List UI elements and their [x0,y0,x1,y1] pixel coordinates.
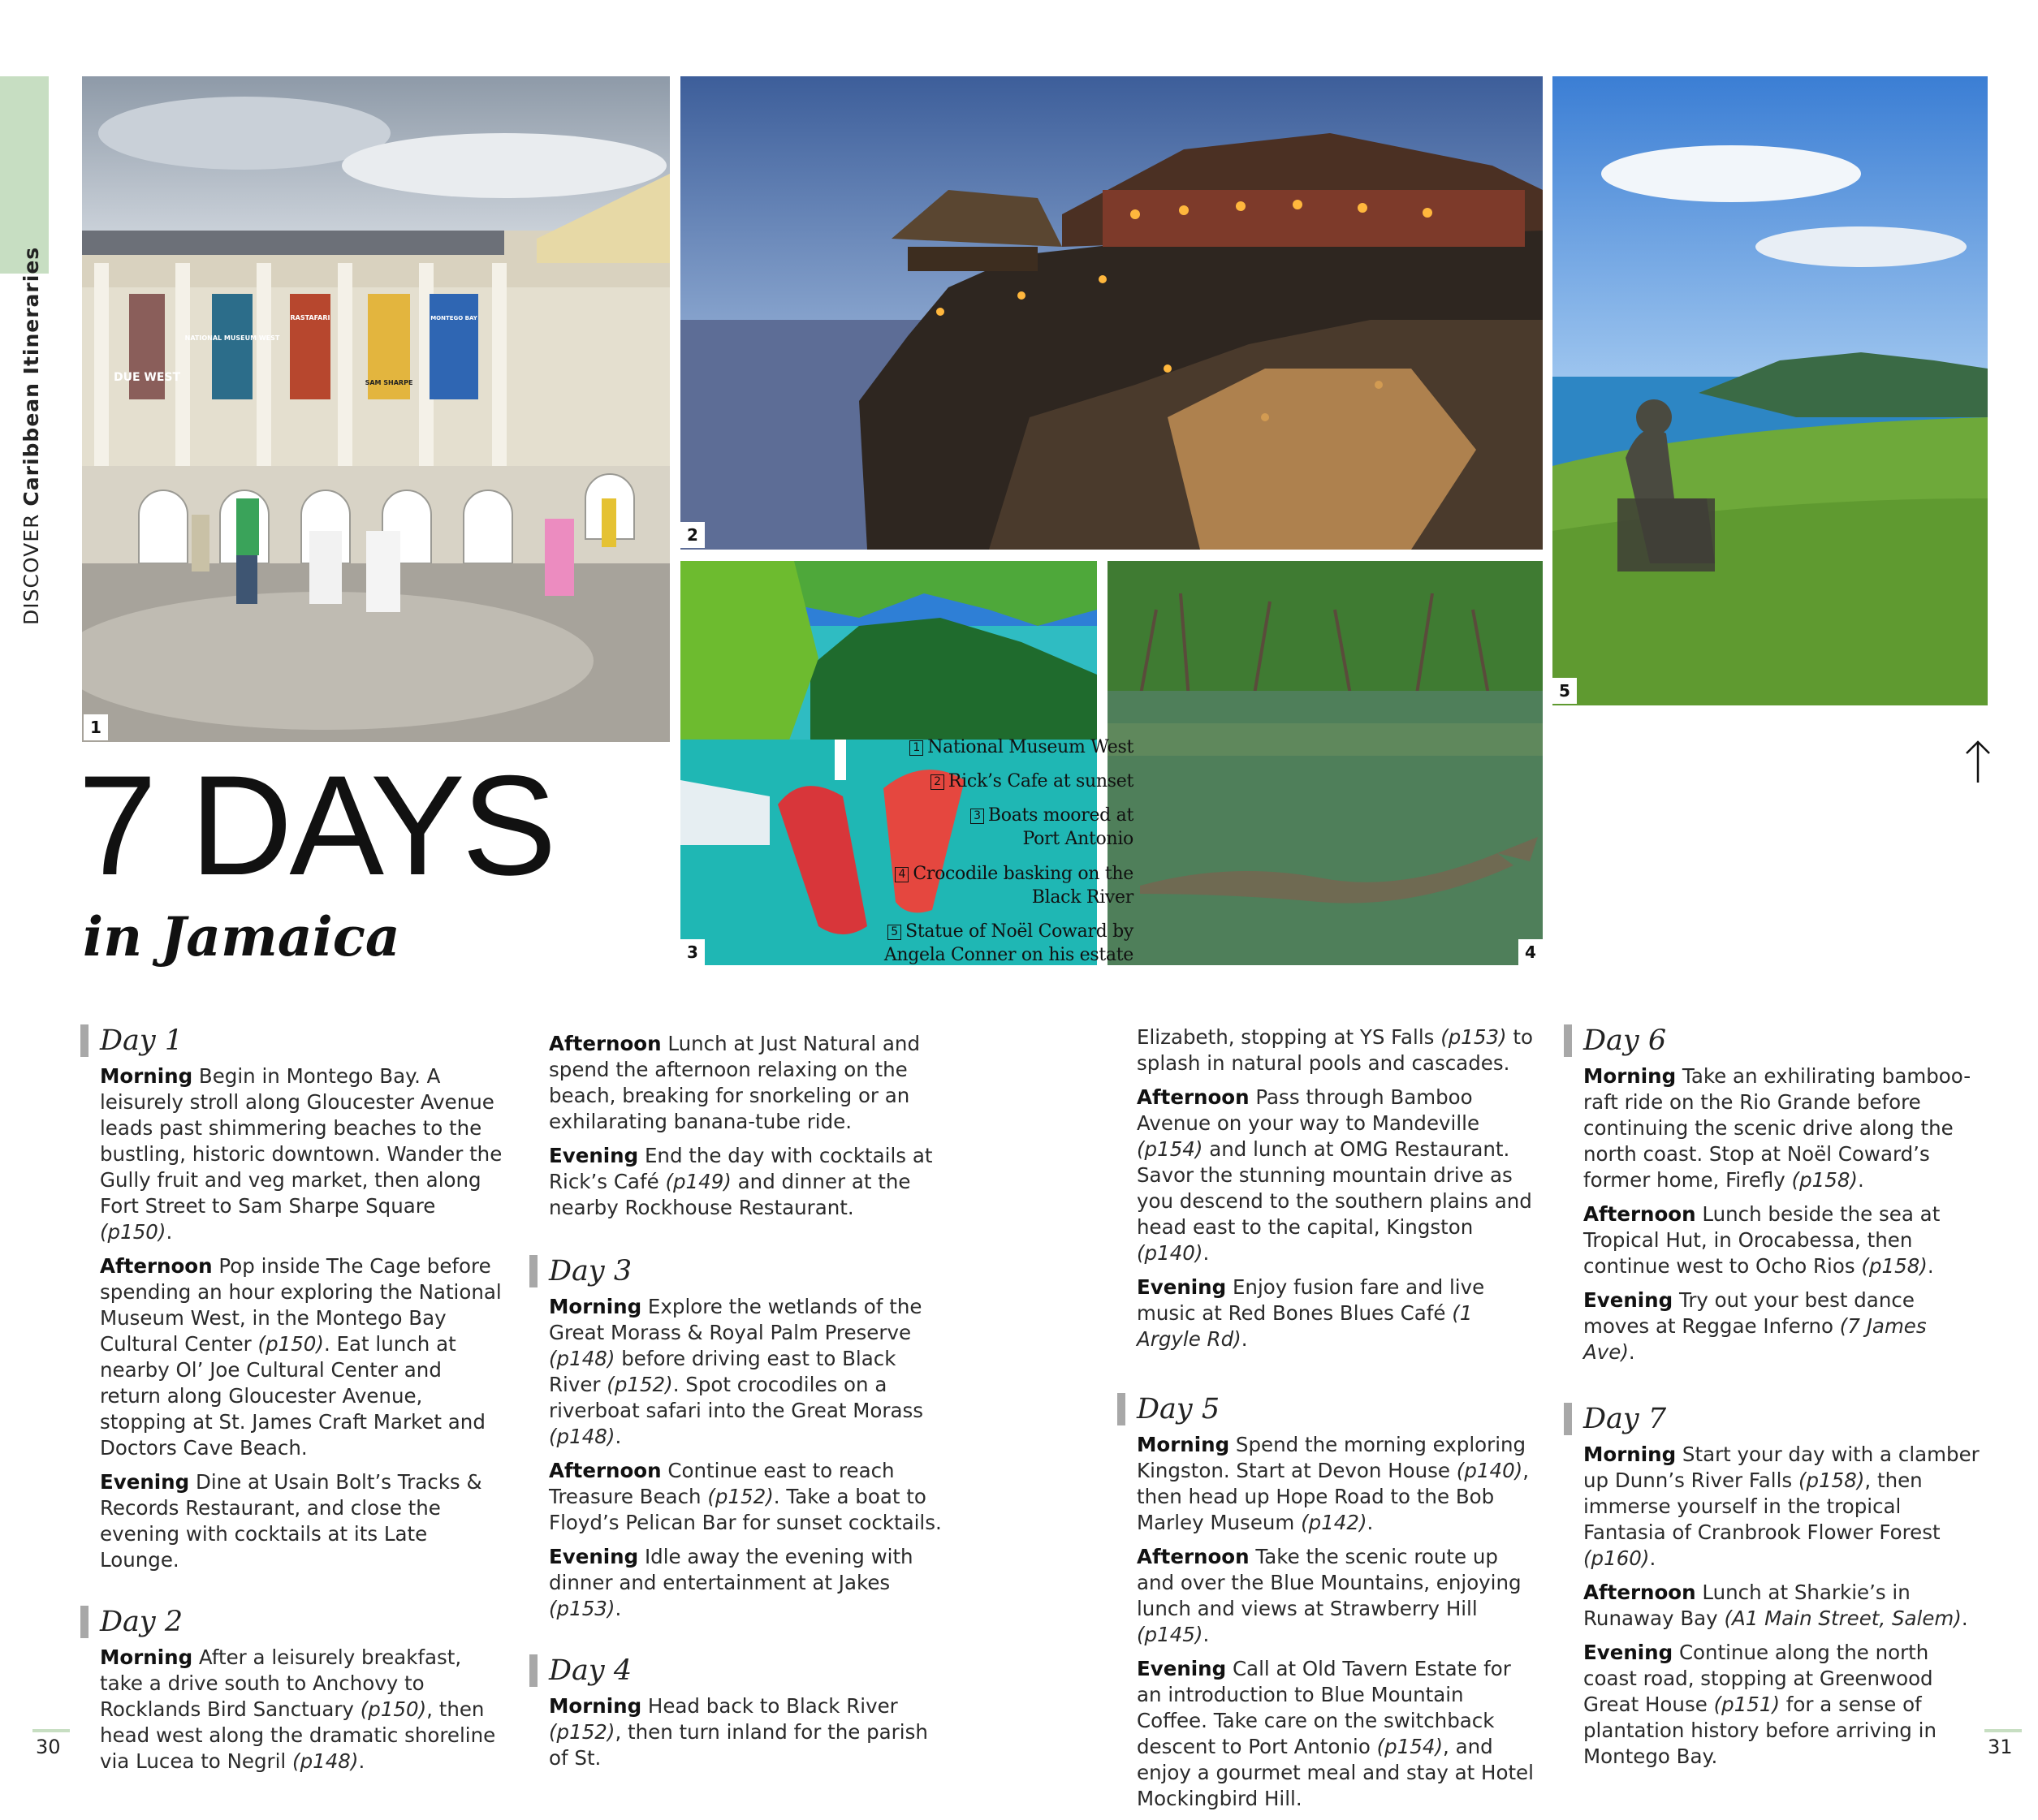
column-2 [549,1031,947,1779]
day-6-morning: Morning Take an exhilirating bamboo-raft ride on the Rio Grande before continuing the scenic drive along the north coast. Stop at Noël Coward’s former home, Firefly (p158). [1583,1064,1971,1192]
photo-museum [82,76,670,742]
caption-number: 5 [887,925,901,940]
caption-3 [857,804,1133,851]
day-5-afternoon: Afternoon Take the scenic route up and over the Blue Mountains, enjoying lunch and views at Strawberry Hill (p145). [1137,1545,1522,1646]
page-number-rule [32,1729,70,1732]
day-4-afternoon: Afternoon Pass through Bamboo Avenue on your way to Mandeville (p154) and lunch at OMG Restaurant. Savor the stunning mountain drive as you descend to the southern plains and head east to the capital, Kingston (p140). [1137,1085,1532,1265]
day-1-evening: Evening Dine at Usain Bolt’s Tracks & Records Restaurant, and close the evening with cocktails at its Late Lounge. [100,1470,482,1572]
caption-5 [857,920,1133,967]
photo-number: 2 [680,522,705,548]
arrow-up-icon [1963,739,1993,784]
caption-text: Crocodile basking on the [913,864,1133,884]
caption-text: Angela Conner on his estate [883,945,1133,965]
day-4-morning: Morning Head back to Black River (p152), then turn inland for the parish of St. [549,1694,928,1770]
headline-title: 7 DAYS [78,747,554,905]
photo-number: 3 [680,939,705,965]
caption-1 [857,735,1133,759]
headline-subtitle: in Jamaica [83,905,400,968]
day-5-evening: Evening Call at Old Tavern Estate for an introduction to Blue Mountain Coffee. Take care on the switchback descent to Port Antonio (p154), and enjoy a gourmet meal and stay at Hotel Mockingbird Hill. [1137,1657,1534,1810]
caption-text: Rick’s Cafe at sunset [948,771,1133,791]
day-heading: Day 6 [1564,1024,1981,1057]
caption-text: Port Antonio [1022,829,1133,849]
day-2-afternoon: Afternoon Lunch at Just Natural and spend the afternoon relaxing on the beach, breaking for snorkeling or an exhilarating banana-tube ride. [549,1032,921,1133]
day-heading: Day 2 [80,1606,506,1638]
page-number-rule [1984,1729,2022,1732]
day-heading: Day 5 [1117,1393,1535,1425]
day-3-morning: Morning Explore the wetlands of the Great Morass & Royal Palm Preserve (p148) before driving east to Black River (p152). Spot crocodiles on a riverboat safari into the Great Morass (p148). [549,1295,924,1448]
poster-text: NATIONAL MUSEUM WEST [184,334,280,342]
caption-number: 1 [909,740,923,756]
day-2-evening: Evening End the day with cocktails at Rick’s Café (p149) and dinner at the nearby Rockhouse Restaurant. [549,1144,933,1219]
section-label [19,247,43,625]
photo-number: 5 [1552,678,1577,704]
caption-4 [857,862,1133,909]
caption-2 [857,770,1133,793]
day-7-evening: Evening Continue along the north coast road, stopping at Greenwood Great House (p151) for a sense of plantation history before arriving in Montego Bay. [1583,1641,1937,1768]
day-heading: Day 3 [529,1255,947,1287]
photo-number: 1 [84,714,108,740]
photo-ricks-cafe [680,76,1543,550]
day-4-evening: Evening Enjoy fusion fare and live music at Red Bones Blues Café (1 Argyle Rd). [1137,1275,1485,1351]
page-number-left: 30 [36,1736,61,1758]
caption-number: 3 [970,809,984,824]
photo-statue [1552,76,1988,705]
caption-text: Black River [1031,887,1133,908]
day-3-afternoon: Afternoon Continue east to reach Treasure Beach (p152). Take a boat to Floyd’s Pelican Bar for sunset cocktails. [549,1459,942,1534]
day-3-evening: Evening Idle away the evening with dinner and entertainment at Jakes (p153). [549,1545,913,1620]
caption-text: Boats moored at [987,805,1133,826]
photo-number: 4 [1518,939,1543,965]
caption-number: 4 [895,867,909,882]
page-number-right: 31 [1988,1736,2013,1758]
day-1-afternoon: Afternoon Pop inside The Cage before spending an hour exploring the National Museum West, in the Montego Bay Cultural Center (p150). Eat lunch at nearby Ol’ Joe Cultural Center and return along Gloucester Avenue, stopping at St. James Craft Market and Doctors Cave Beach. [100,1254,502,1460]
caption-text: National Museum West [927,737,1133,757]
day-5-morning: Morning Spend the morning exploring Kingston. Start at Devon House (p140), then head up Hope Road to the Bob Marley Museum (p142). [1137,1433,1530,1534]
photo-crocodile [1108,561,1543,965]
day-4-morning-cont: Elizabeth, stopping at YS Falls (p153) to splash in natural pools and cascades. [1137,1025,1534,1075]
section-name: DISCOVER [19,513,43,625]
day-heading: Day 1 [80,1024,506,1057]
day-7-afternoon: Afternoon Lunch at Sharkie’s in Runaway Bay (A1 Main Street, Salem). [1583,1581,1968,1630]
day-heading: Day 7 [1564,1403,1981,1435]
caption-text: Statue of Noël Coward by [905,921,1133,942]
poster-text: MONTEGO BAY [430,315,477,321]
section-title: Caribbean Itineraries [19,246,43,507]
poster-text: RASTAFARI [290,314,330,321]
section-tab [0,76,49,274]
column-3 [1137,1024,1535,1820]
poster-text: SAM SHARPE [365,379,413,386]
poster-text: DUE WEST [113,371,181,384]
column-4 [1583,1024,1981,1778]
caption-number: 2 [930,774,944,790]
day-6-evening: Evening Try out your best dance moves at Reggae Inferno (7 James Ave). [1583,1288,1927,1364]
day-2-morning: Morning After a leisurely breakfast, take a drive south to Anchovy to Rocklands Bird Sanctuary (p150), then head west along the dramatic shoreline via Lucea to Negril (p148). [100,1645,496,1773]
day-heading: Day 4 [529,1654,947,1687]
column-1 [100,1024,506,1783]
day-6-afternoon: Afternoon Lunch beside the sea at Tropical Hut, in Orocabessa, then continue west to Ocho Rios (p158). [1583,1202,1941,1278]
day-7-morning: Morning Start your day with a clamber up Dunn’s River Falls (p158), then immerse yourself in the tropical Fantasia of Cranbrook Flower Forest (p160). [1583,1443,1980,1570]
day-1-morning: Morning Begin in Montego Bay. A leisurely stroll along Gloucester Avenue leads past shimmering beaches to the bustling, historic downtown. Wander the Gully fruit and veg market, then along Fort Street to Sam Sharpe Square (p150). [100,1064,503,1244]
